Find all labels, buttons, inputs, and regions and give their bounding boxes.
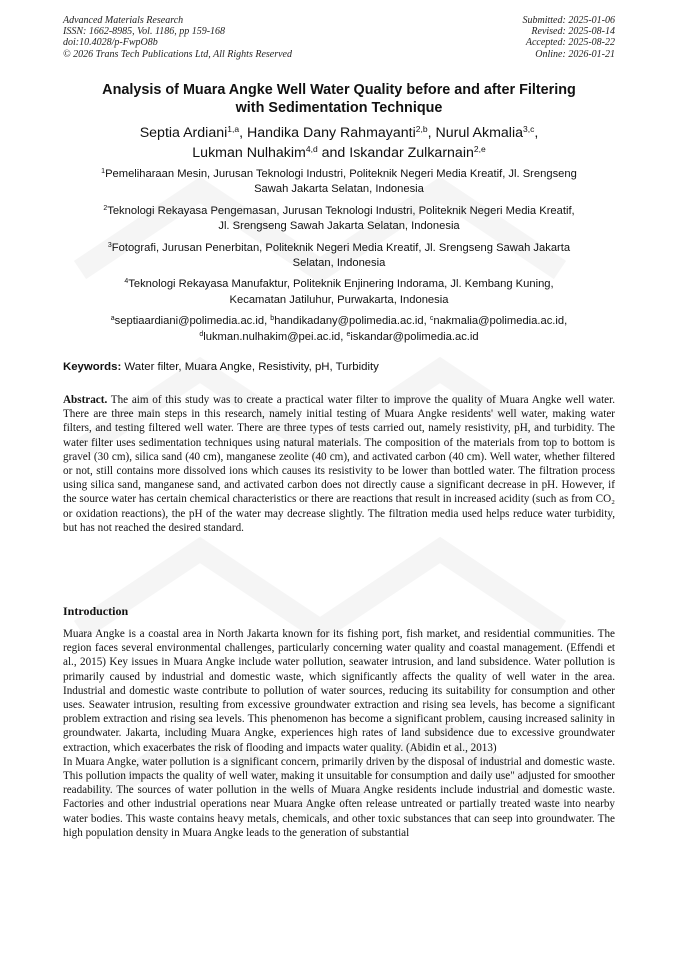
affiliation-line: Teknologi Rekayasa Manufaktur, Politeknik Enjinering Indorama, Jl. Kembang Kuning, bbox=[128, 278, 554, 291]
abstract-text: The aim of this study was to create a practical water filter to improve the quality of Muara Angke well water. There are three main steps in this research, namely initial testing of Muara Angke residents' well water, making water filters, and testing filtered well water. There are three types of tests carried out, namely resistivity, pH, and turbidity. The water filter uses sedimentation techniques using natural materials. The composition of the materials from top to bottom is gravel (30 cm), silica sand (40 cm), manganese zeolite (40 cm), and activated carbon (40 cm). Well water, whether filtered or not, still contains more dissolved ions which causes its resistivity to be lower than bottled water. The filtration process using silica sand, manganese sand, and activated carbon does not directly cause a significant decrease in pH. However, if the source water has certain chemical characteristics or there are reactions that result in increased acidity (such as from CO₂ or oxidation reactions), the pH of the water may decrease slightly. The filtration media used helps reduce water turbidity, but has not reached the desired standard. bbox=[63, 394, 615, 534]
author-name: Septia Ardiani bbox=[139, 125, 228, 141]
author-emails bbox=[60, 314, 618, 345]
date-revised: Revised: 2025-08-14 bbox=[531, 26, 615, 38]
affiliation-line: Jl. Srengseng Sawah Jakarta Selatan, Indonesia bbox=[218, 220, 460, 233]
email-sup: d bbox=[199, 330, 204, 338]
affiliation-sup: 3 bbox=[107, 241, 112, 249]
affiliation-line: Teknologi Rekayasa Pengemasan, Jurusan Teknologi Industri, Politeknik Negeri Media Kreatif, bbox=[107, 204, 575, 217]
author-sup: 4,d bbox=[305, 143, 318, 154]
author-name: Iskandar Zulkarnain bbox=[349, 144, 474, 161]
author-line-2 bbox=[40, 144, 638, 164]
journal-issn: ISSN: 1662-8985, Vol. 1186, pp 159-168 bbox=[63, 26, 226, 38]
journal-copyright: © 2026 Trans Tech Publications Ltd, All Rights Reserved bbox=[63, 48, 292, 60]
keywords bbox=[63, 360, 615, 374]
affiliation bbox=[60, 277, 618, 308]
affiliation-line: Kecamatan Jatiluhur, Purwakarta, Indonesia bbox=[229, 293, 449, 306]
journal-doi: doi:10.4028/p-FwpO8b bbox=[63, 37, 158, 49]
email-sup: b bbox=[270, 315, 275, 323]
author-name: Handika Dany Rahmayanti bbox=[246, 125, 416, 141]
section-heading-introduction: Introduction bbox=[63, 604, 129, 618]
author-sup: 3,c bbox=[523, 124, 535, 134]
affiliation-sup: 4 bbox=[124, 278, 129, 286]
date-online: Online: 2026-01-21 bbox=[535, 48, 615, 60]
affiliation-line: Fotografi, Jurusan Penerbitan, Politeknik Negeri Media Kreatif, Jl. Srengseng Sawah Jakarta bbox=[111, 241, 571, 254]
abstract bbox=[63, 393, 615, 535]
affiliation-line: Selatan, Indonesia bbox=[292, 257, 386, 270]
affiliation-sup: 2 bbox=[103, 204, 108, 212]
affiliation bbox=[60, 241, 618, 272]
affiliation-line: Pemeliharaan Mesin, Jurusan Teknologi Industri, Politeknik Negeri Media Kreatif, Jl. Srengseng bbox=[105, 168, 577, 180]
date-accepted: Accepted: 2025-08-22 bbox=[525, 37, 615, 49]
paragraph: In Muara Angke, water pollution is a significant concern, primarily driven by the disposal of industrial and domestic waste. This pollution impacts the quality of well water, making it unsuitable for consumption and daily use" adjusted for smoother readability. The sources of water pollution in the wells of Muara Angke residents include industrial and domestic waste. Factories and other industrial operations near Muara Angke often release untreated or partially treated waste into nearby water bodies. This waste contains heavy metals, chemicals, and other toxic substances that can seep into groundwater. The high population density in Muara Angke leads to the generation of substantial bbox=[63, 755, 615, 839]
author-sup: 2,b bbox=[415, 124, 428, 134]
email-sup: e bbox=[346, 330, 351, 338]
author-line-1: Septia Ardiani$^{1,a}$, Handika Dany Rahmayanti$^{2,b}$, Nurul Akmalia$^{3,c}$, bbox=[139, 124, 539, 141]
introduction-body bbox=[63, 627, 615, 840]
email-link[interactable]: lukman.nulhakim@pei.ac.id, bbox=[203, 330, 344, 343]
journal-info bbox=[63, 15, 292, 60]
journal-name: Advanced Materials Research bbox=[63, 15, 184, 26]
affiliation-line: Sawah Jakarta Selatan, Indonesia bbox=[254, 183, 424, 196]
paragraph: Muara Angke is a coastal area in North Jakarta known for its fishing port, fish market, and residential communities. The region faces several environmental challenges, particularly concerning water quality and coastal management. (Effendi et al., 2015) Key issues in Muara Angke include water pollution, seawater intrusion, and land subsidence. Water pollution is primarily caused by industrial and domestic waste, which significantly affects the quality of well water in the area. Industrial and domestic waste contribute to pollution of water sources, reducing its suitability for consumption and other uses. Seawater intrusion, resulting from excessive groundwater extraction and rising sea levels, has become a significant problem extraction and rising sea levels. This phenomenon has become a significant problem, causing increased salinity in groundwater. Jakarta, including Muara Angke, experiences high rates of land subsidence due to excessive groundwater extraction, which exacerbates the risk of flooding and impacts water quality. (Abidin et al., 2013) bbox=[63, 628, 615, 754]
email-link[interactable]: septiaardiani@polimedia.ac.id, bbox=[114, 315, 268, 328]
keywords-text: Water filter, Muara Angke, Resistivity, pH, Turbidity bbox=[124, 361, 379, 373]
email-sup: c bbox=[429, 315, 434, 323]
email-link[interactable]: iskandar@polimedia.ac.id bbox=[350, 330, 479, 343]
email-link[interactable]: nakmalia@polimedia.ac.id, bbox=[433, 315, 568, 328]
title-line-2: with Sedimentation Technique bbox=[235, 99, 443, 116]
author-conjunction: and bbox=[321, 144, 346, 161]
author-sup: 2,e bbox=[473, 143, 486, 154]
email-sup: a bbox=[110, 315, 115, 323]
affiliations bbox=[60, 167, 618, 351]
author-name: Lukman Nulhakim bbox=[192, 144, 306, 161]
abstract-label: Abstract. bbox=[63, 394, 108, 406]
affiliation-sup: 1 bbox=[101, 168, 106, 175]
paper-title bbox=[40, 82, 638, 117]
affiliation bbox=[60, 167, 618, 198]
email-link[interactable]: handikadany@polimedia.ac.id, bbox=[274, 315, 427, 328]
keywords-label: Keywords: bbox=[63, 361, 122, 373]
publication-dates bbox=[523, 15, 616, 60]
title-line-1: Analysis of Muara Angke Well Water Quality before and after Filtering bbox=[102, 82, 576, 98]
author-list bbox=[40, 124, 638, 163]
author-name: Nurul Akmalia bbox=[435, 125, 523, 141]
date-submitted: Submitted: 2025-01-06 bbox=[522, 15, 615, 26]
affiliation bbox=[60, 204, 618, 235]
author-sup: 1,a bbox=[227, 124, 240, 134]
